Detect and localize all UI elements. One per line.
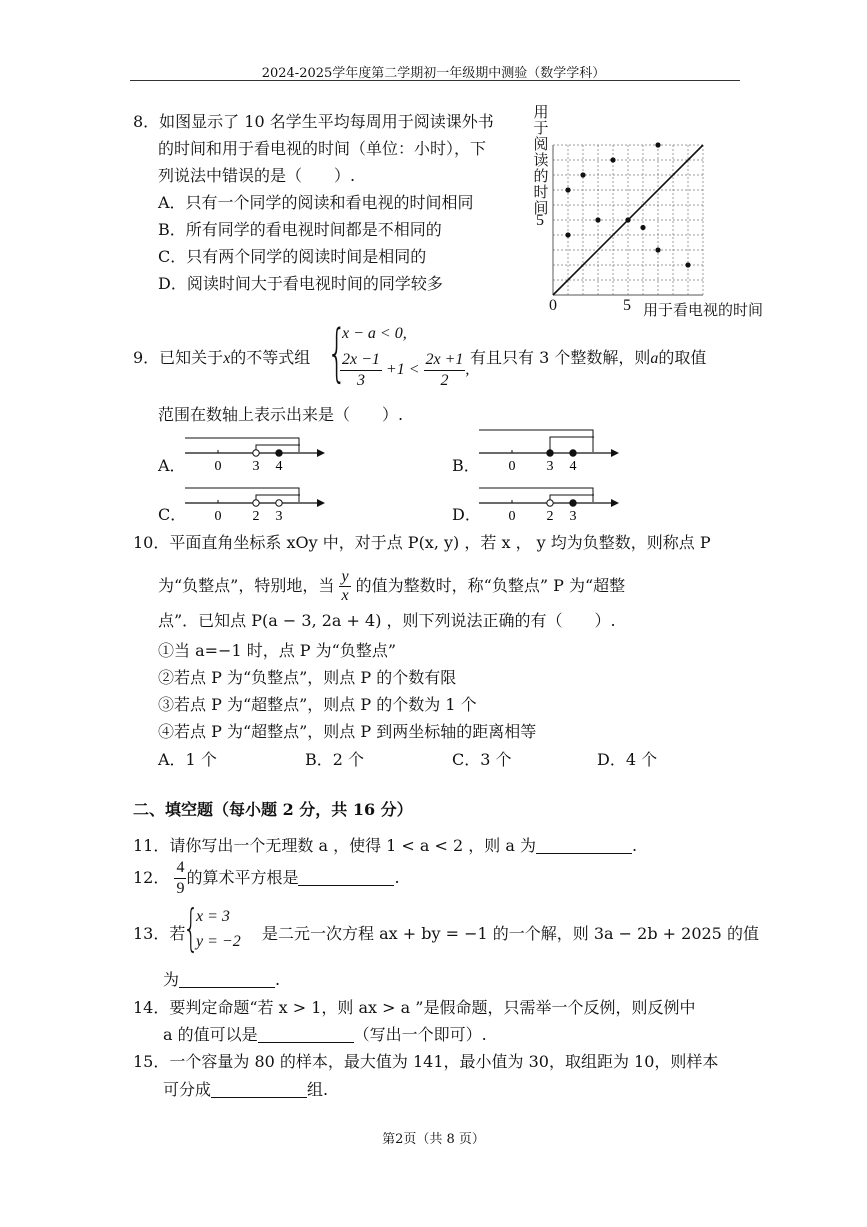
q9-inequality-2: $\frac{2x -1}{3}$ +1 < $\frac{2x +1}{2}$ , — [342, 351, 470, 389]
q14-line1: 14．要判定命题“若 x > 1，则 ax > a ”是假命题，只需举一个反例，则反例中 — [133, 998, 696, 1017]
q8-option-b: B．所有同学的看电视时间都是不相同的 — [158, 220, 442, 239]
tick-label-3: 3 — [569, 509, 577, 524]
data-point-8 — [655, 142, 660, 147]
chart-x-tick-5: 5 — [623, 297, 631, 314]
closed-endpoint — [570, 450, 576, 456]
tick-label-0: 0 — [214, 459, 222, 474]
tick-label-0: 0 — [508, 509, 516, 524]
q11: 11．请你写出一个无理数 a ，使得 1 < a < 2 ，则 a 为 . — [133, 836, 638, 855]
open-endpoint — [547, 500, 553, 506]
q10-option-a: A．1 个 — [158, 750, 217, 769]
closed-endpoint — [570, 500, 576, 506]
chart-x-axis-label: 用于看电视的时间 — [643, 301, 764, 319]
q15-line1: 15．一个容量为 80 的样本，最大值为 141，最小值为 30，取组距为 10，则样本 — [133, 1052, 719, 1071]
q10-line3: 点”．已知点 P(a − 3, 2a + 4) ，则下列说法正确的有（ ）. — [158, 611, 616, 630]
q10-statement-4: ④若点 P 为“超整点”，则点 P 到两坐标轴的距离相等 — [158, 722, 537, 741]
q13-brace: { — [183, 899, 199, 957]
closed-endpoint — [276, 450, 282, 456]
data-point-9 — [655, 247, 660, 252]
number-line-arrow — [611, 449, 619, 457]
data-point-2 — [565, 232, 570, 237]
q9-option-a-label: A． — [158, 456, 186, 475]
q9-line1-suffix: 有且只有 3 个整数解，则a的取值 — [470, 348, 707, 367]
tick-label-2: 2 — [252, 509, 260, 524]
q9-brace: { — [327, 316, 347, 389]
q14-answer-blank — [258, 1026, 354, 1043]
q13-prefix: 13．若 — [133, 924, 186, 943]
q9-option-c-number-line — [180, 470, 335, 525]
q15-answer-blank — [211, 1081, 307, 1098]
q13-line2: 为 . — [163, 970, 281, 989]
data-point-4 — [595, 217, 600, 222]
q9-option-d-number-line — [474, 470, 629, 525]
range-line-upper — [479, 430, 593, 452]
tick-label-4: 4 — [275, 459, 283, 474]
data-point-3 — [580, 172, 585, 177]
q10-line2: 为“负整点”，特别地，当 $\frac{y}{x}$ 的值为整数时，称“负整点” P 为“超整 — [158, 568, 626, 604]
number-line-arrow — [611, 499, 619, 507]
q10-option-b: B．2 个 — [305, 750, 365, 769]
scatter-plot — [548, 140, 708, 300]
data-point-6 — [625, 217, 630, 222]
q8-stem-line3: 列说法中错误的是（ ）. — [158, 166, 356, 185]
data-point-7 — [640, 225, 645, 230]
tick-label-3: 3 — [546, 459, 554, 474]
q10-option-d: D．4 个 — [597, 750, 658, 769]
q8-option-a: A．只有一个同学的阅读和看电视的时间相同 — [158, 193, 474, 212]
q12: 12． $\frac{4}{9}$ 的算术平方根是 . — [133, 859, 400, 897]
open-endpoint — [253, 450, 259, 456]
q9-option-d-label: D． — [452, 505, 481, 524]
q12-answer-blank — [298, 869, 394, 886]
q9-option-b-label: B． — [452, 456, 480, 475]
chart-y-axis-label: 用于阅读的时间 — [533, 103, 549, 217]
tick-label-4: 4 — [569, 459, 577, 474]
q9-line2: 范围在数轴上表示出来是（ ）. — [158, 405, 404, 424]
q8-stem-line1: 8．如图显示了 10 名学生平均每周用于阅读课外书 — [133, 112, 494, 131]
q13-eq2: y = −2 — [196, 933, 241, 950]
q13-answer-blank — [179, 971, 275, 988]
chart-y-tick-5: 5 — [536, 212, 544, 229]
open-endpoint — [276, 500, 282, 506]
q9-line1: 9．已知关于x的不等式组 — [133, 348, 311, 367]
q10-option-c: C．3 个 — [452, 750, 512, 769]
open-endpoint — [253, 500, 259, 506]
q8-option-d: D．阅读时间大于看电视时间的同学较多 — [158, 274, 443, 293]
q10-line1: 10．平面直角坐标系 xOy 中，对于点 P(x, y) ，若 x ， y 均为负整数，则称点 P — [133, 533, 711, 552]
number-line-arrow — [317, 449, 325, 457]
q15-line2: 可分成 组. — [163, 1080, 329, 1099]
tick-label-3: 3 — [252, 459, 260, 474]
tick-label-0: 0 — [508, 459, 516, 474]
q8-stem-line2: 的时间和用于看电视的时间（单位：小时），下 — [158, 139, 487, 158]
tick-label-2: 2 — [546, 509, 554, 524]
q11-answer-blank — [536, 837, 632, 854]
data-point-5 — [610, 157, 615, 162]
page-footer: 第2页（共 8 页） — [382, 1132, 485, 1147]
q14-line2: a 的值可以是 （写出一个即可）. — [163, 1025, 487, 1044]
q10-statement-3: ③若点 P 为“超整点”，则点 P 的个数为 1 个 — [158, 695, 477, 714]
q9-option-a-number-line — [180, 420, 335, 475]
page-header: 2024-2025学年度第二学期初一年级期中测验（数学学科） — [261, 66, 606, 81]
tick-label-0: 0 — [214, 509, 222, 524]
q13-text: 是二元一次方程 ax + by = −1 的一个解，则 3a − 2b + 2025 的值 — [262, 924, 759, 943]
data-point-1 — [565, 187, 570, 192]
q13-eq1: x = 3 — [196, 908, 230, 925]
number-line-arrow — [317, 499, 325, 507]
closed-endpoint — [547, 450, 553, 456]
q8-option-c: C．只有两个同学的阅读时间是相同的 — [158, 247, 427, 266]
q9-option-c-label: C． — [158, 505, 187, 524]
chart-origin-label: 0 — [549, 297, 557, 314]
data-point-10 — [685, 262, 690, 267]
tick-label-3: 3 — [275, 509, 283, 524]
q10-statement-1: ①当 a=−1 时，点 P 为“负整点” — [158, 641, 397, 660]
q9-inequality-1: x − a < 0, — [342, 325, 407, 342]
q10-statement-2: ②若点 P 为“负整点”，则点 P 的个数有限 — [158, 668, 457, 687]
header-rule — [130, 80, 740, 81]
q9-option-b-number-line — [474, 420, 629, 475]
section-2-heading: 二、填空题（每小题 2 分，共 16 分） — [133, 800, 413, 819]
